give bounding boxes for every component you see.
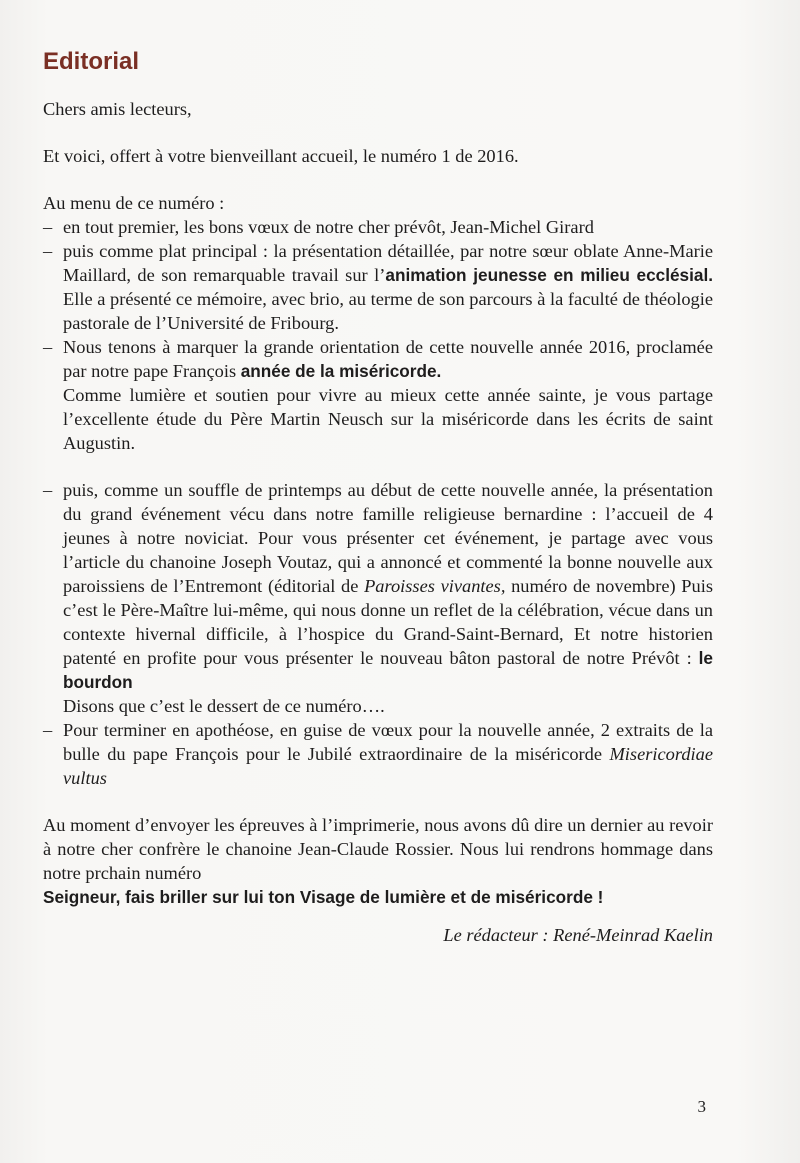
- item-text: Elle a présenté ce mémoire, avec brio, au terme de son parcours à la faculté de théologie pastorale de l’Université de Fribourg.: [63, 289, 713, 333]
- list-item: [43, 215, 713, 239]
- item-publication: Misericordiae vultus: [63, 744, 713, 788]
- item-text: puis comme plat principal : la présentation détaillée, par notre sœur oblate Anne-Marie Maillard, de son remarquable travail sur l’: [63, 241, 713, 285]
- list-item: [43, 239, 713, 335]
- item-text: numéro de novembre) Puis c’est le Père-Maître lui-même, qui nous donne un reflet de la célébration, vécue dans un contexte hivernal difficile, à l’hospice du Grand-Saint-Bernard, Et notre historien patenté en profite pour vous présenter le nouveau bâton pastoral de notre Prévôt :: [63, 576, 714, 668]
- closing-paragraph: Au moment d’envoyer les épreuves à l’imprimerie, nous avons dû dire un dernier au revoir à notre cher confrère le chanoine Jean-Claude Rossier. Nous lui rendrons hommage dans notre prchain numéro: [43, 815, 713, 883]
- list-item-continuation: Comme lumière et soutien pour vivre au mieux cette année sainte, je vous partage l’excellente étude du Père Martin Neusch sur la miséricorde dans les écrits de saint Augustin.: [63, 385, 713, 453]
- menu-intro: Au menu de ce numéro :: [43, 193, 225, 213]
- item-emphasis: année de la miséricorde.: [240, 361, 442, 381]
- page-number: 3: [697, 1097, 706, 1116]
- list-item-continuation: Disons que c’est le dessert de ce numéro….: [63, 696, 385, 716]
- list-item: [43, 335, 713, 383]
- item-text: Pour terminer en apothéose, en guise de vœux pour la nouvelle année, 2 extraits de la bulle du pape François pour le Jubilé extraordinaire de la miséricorde: [63, 720, 713, 764]
- greeting: Chers amis lecteurs,: [43, 99, 192, 119]
- signature: Le rédacteur : René-Meinrad Kaelin: [443, 925, 713, 945]
- intro-paragraph: Et voici, offert à votre bienveillant accueil, le numéro 1 de 2016.: [43, 146, 519, 166]
- closing-prayer: Seigneur, fais briller sur lui ton Visage de lumière et de miséricorde !: [43, 887, 604, 907]
- item-text: Nous tenons à marquer la grande orientation de cette nouvelle année 2016, proclamée par notre pape François: [63, 337, 713, 381]
- item-text: puis, comme un souffle de printemps au début de cette nouvelle année, la présentation du grand événement vécu dans notre famille religieuse bernardine : l’accueil de 4 jeunes à notre noviciat. Pour vous présenter cet événement, je partage avec vous l’article du chanoine Joseph Voutaz, qui a annoncé et commenté la bonne nouvelle aux paroissiens de l’Entremont (éditorial de: [63, 480, 713, 596]
- item-text: en tout premier, les bons vœux de notre cher prévôt, Jean-Michel Girard: [63, 217, 594, 237]
- list-item: [43, 478, 713, 694]
- item-emphasis: animation jeunesse en milieu ecclésial.: [385, 265, 713, 285]
- item-emphasis: le bourdon: [63, 648, 713, 692]
- editorial-title: Editorial: [43, 48, 140, 75]
- editorial-body: [43, 97, 713, 947]
- list-item: [43, 718, 713, 790]
- item-publication: Paroisses vivantes,: [364, 576, 506, 596]
